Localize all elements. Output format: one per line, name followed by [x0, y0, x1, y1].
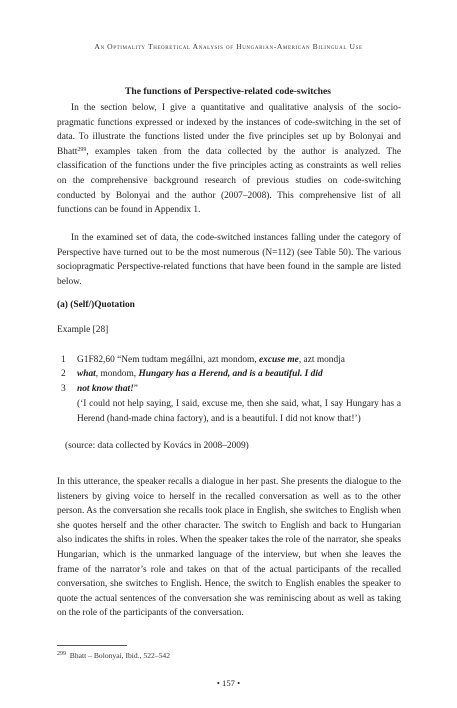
example-line-1 [57, 353, 401, 368]
example-line-3 [57, 382, 401, 397]
example-text: , azt mondja [298, 355, 345, 365]
english-switch: what [77, 369, 96, 379]
english-switch: Hungary has a Herend, and is a beautiful. I did [138, 369, 323, 379]
english-switch: not know that! [77, 384, 134, 394]
example-source: (source: data collected by Kovács in 2008–2009) [65, 441, 249, 451]
footnote-reference[interactable]: 299 [77, 146, 87, 153]
example-translation: (‘I could not help saying, I said, excuse me, then she said, what, I say Hungary has a Herend (hand-made china factory), and is a beautiful. I did not know that!’) [77, 399, 401, 424]
line-number: 2 [61, 369, 66, 379]
running-head: An Optimality Theoretical Analysis of Hungarian-American Bilingual Use [94, 42, 363, 51]
page-number: • 157 • [216, 678, 241, 688]
section-title: The functions of Perspective-related code-switches [124, 86, 332, 97]
line-number: 3 [61, 384, 66, 394]
english-switch: excuse me [259, 355, 299, 365]
paragraph-intro-part1: In the section below, I give a quantitative and qualitative analysis of the socio-pragmatic functions expressed or indexed by the instances of code-switching in the set of data. To illustrate the functions listed under the five principles set up by Bolonyai and Bhatt [57, 103, 401, 157]
example-line-2 [57, 367, 401, 382]
example-text: ” [133, 384, 138, 394]
subheading-self-quotation: (a) (Self/)Quotation [57, 300, 135, 310]
example-text: G1F82,60 “Nem tudtam megállni, azt mondom, [77, 355, 260, 365]
paragraph-perspective: In the examined set of data, the code-switched instances falling under the category of Perspective have turned out to be the most numerous (N=112) (see Table 50). The various sociopragmatic Perspective-related functions that have been found in the sample are listed below. [57, 233, 401, 287]
footnote-text: Bhatt – Bolonyai, Ibid., 522–542 [69, 651, 170, 660]
footnote-divider [57, 645, 127, 646]
line-number: 1 [61, 355, 66, 365]
paragraph-intro-part2: , examples taken from the data collected by the author is analyzed. The classification of the functions under the five principles acting as constraints as well relies on the comprehensive background research of previous studies on code-switching conducted by Bolonyai and the author (2007–2008). This comprehensive list of all functions can be found in Appendix 1. [57, 146, 401, 216]
paragraph-intro [57, 101, 401, 218]
footnote [57, 651, 170, 660]
paragraph-analysis: In this utterance, the speaker recalls a dialogue in her past. She presents the dialogue to the listeners by giving voice to herself in the recalled conversation as well as to the other person. As the conversation she recalls took place in English, she switches to English when she quotes herself and the other character. The switch to English and back to Hungarian also indicates the shifts in roles. When the speaker takes the role of the narrator, she speaks Hungarian, which is the unmarked language of the interview, but when she leaves the frame of the narrator’s role and takes on that of the actual participants of the recalled conversation, she switches to English. Hence, the switch to English enables the speaker to quote the actual sentences of the conversation she was reminiscing about as well as taking on the role of the participants of the conversation. [57, 477, 401, 619]
example-text: , mondom, [95, 369, 139, 379]
example-label: Example [28] [57, 325, 109, 335]
footnote-number: 299 [57, 651, 66, 657]
